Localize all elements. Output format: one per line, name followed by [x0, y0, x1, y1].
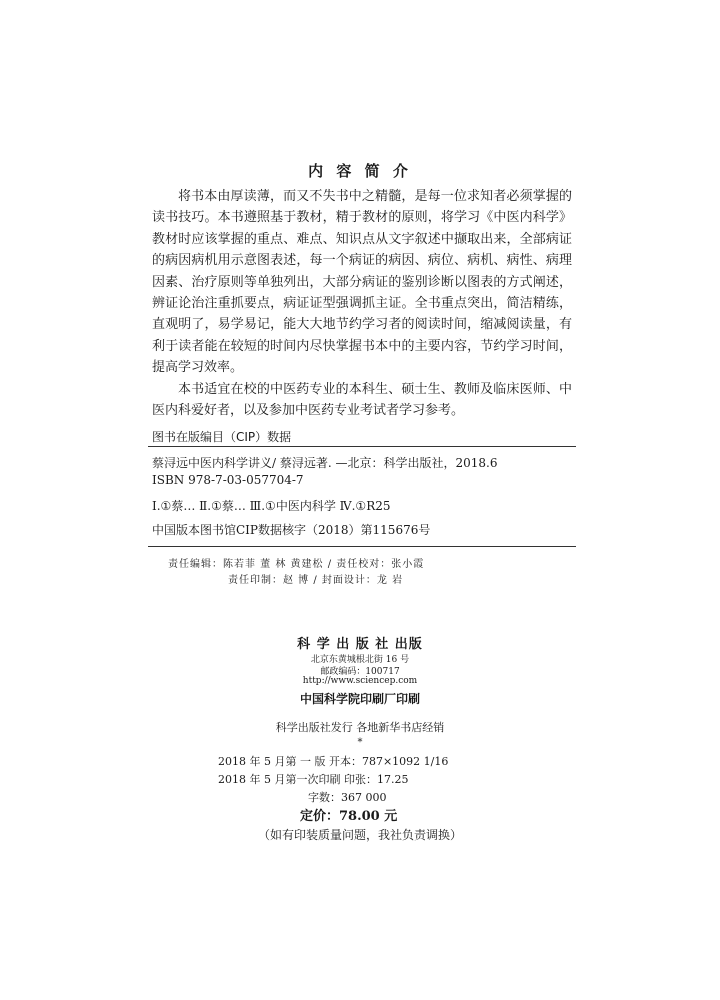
- cip-line-4: 中国版本图书馆CIP数据核字（2018）第115676号: [152, 523, 431, 537]
- cip-line-3: Ⅰ.①蔡… Ⅱ.①蔡… Ⅲ.①中医内科学 Ⅳ.①R25: [152, 499, 391, 513]
- summary-paragraph-2: 本书适宜在校的中医药专业的本科生、硕士生、教师及临床医师、中医内科爱好者，以及参加中医药专业考试者学习参考。: [152, 381, 572, 419]
- cip-top-rule: [148, 446, 576, 447]
- printing-line: 2018 年 5 月第一次印刷 印张：17.25: [218, 773, 409, 786]
- credits-line-1: 责任编辑：陈若菲 董 林 黄建松 / 责任校对：张小霞: [168, 559, 425, 570]
- price-line: 定价：78.00 元: [300, 809, 398, 824]
- summary-title: 内 容 简 介: [308, 162, 412, 180]
- cip-heading: 图书在版编目（CIP）数据: [152, 430, 292, 444]
- publisher-address: 北京东黄城根北街 16 号: [310, 655, 410, 665]
- wordcount-line: 字数：367 000: [308, 791, 387, 804]
- edition-line: 2018 年 5 月第 一 版 开本：787×1092 1/16: [218, 755, 449, 768]
- quality-note: （如有印装质量问题，我社负责调换）: [257, 828, 462, 842]
- publisher-postcode: 邮政编码：100717: [320, 667, 400, 677]
- credits-line-2: 责任印制：赵 博 / 封面设计：龙 岩: [228, 575, 404, 586]
- publisher-website: http://www.sciencep.com: [302, 676, 418, 686]
- publisher-name: 科 学 出 版 社 出版: [297, 637, 423, 652]
- cip-line-1: 蔡浔远中医内科学讲义/ 蔡浔远著. —北京：科学出版社，2018.6: [152, 456, 498, 470]
- cip-bottom-rule: [148, 546, 576, 547]
- summary-paragraph-1: 将书本由厚读薄，而又不失书中之精髓，是每一位求知者必须掌握的读书技巧。本书遵照基于教材，精于教材的原则，将学习《中医内科学》教材时应该掌握的重点、难点、知识点从文字叙述中撷取出来，全部病证的病因病机用示意图表述，每一个病证的病因、病位、病机、病性、病理因素、治疗原则等单独列出，大部分病证的鉴别诊断以图表的方式阐述，辨证论治注重抓要点，病证证型强调抓主证。全书重点突出，简洁精练，直观明了，易学易记，能大大地节约学习者的阅读时间，缩减阅读量，有利于读者能在较短的时间内尽快掌握书本中的主要内容，节约学习时间，提高学习效率。: [152, 189, 572, 376]
- distribution-line: 科学出版社发行 各地新华书店经销: [275, 721, 445, 734]
- cip-line-2: ISBN 978-7-03-057704-7: [152, 473, 304, 487]
- summary-body: [152, 186, 572, 421]
- printer-name: 中国科学院印刷厂印刷: [299, 692, 420, 706]
- separator-bullet: *: [357, 737, 363, 748]
